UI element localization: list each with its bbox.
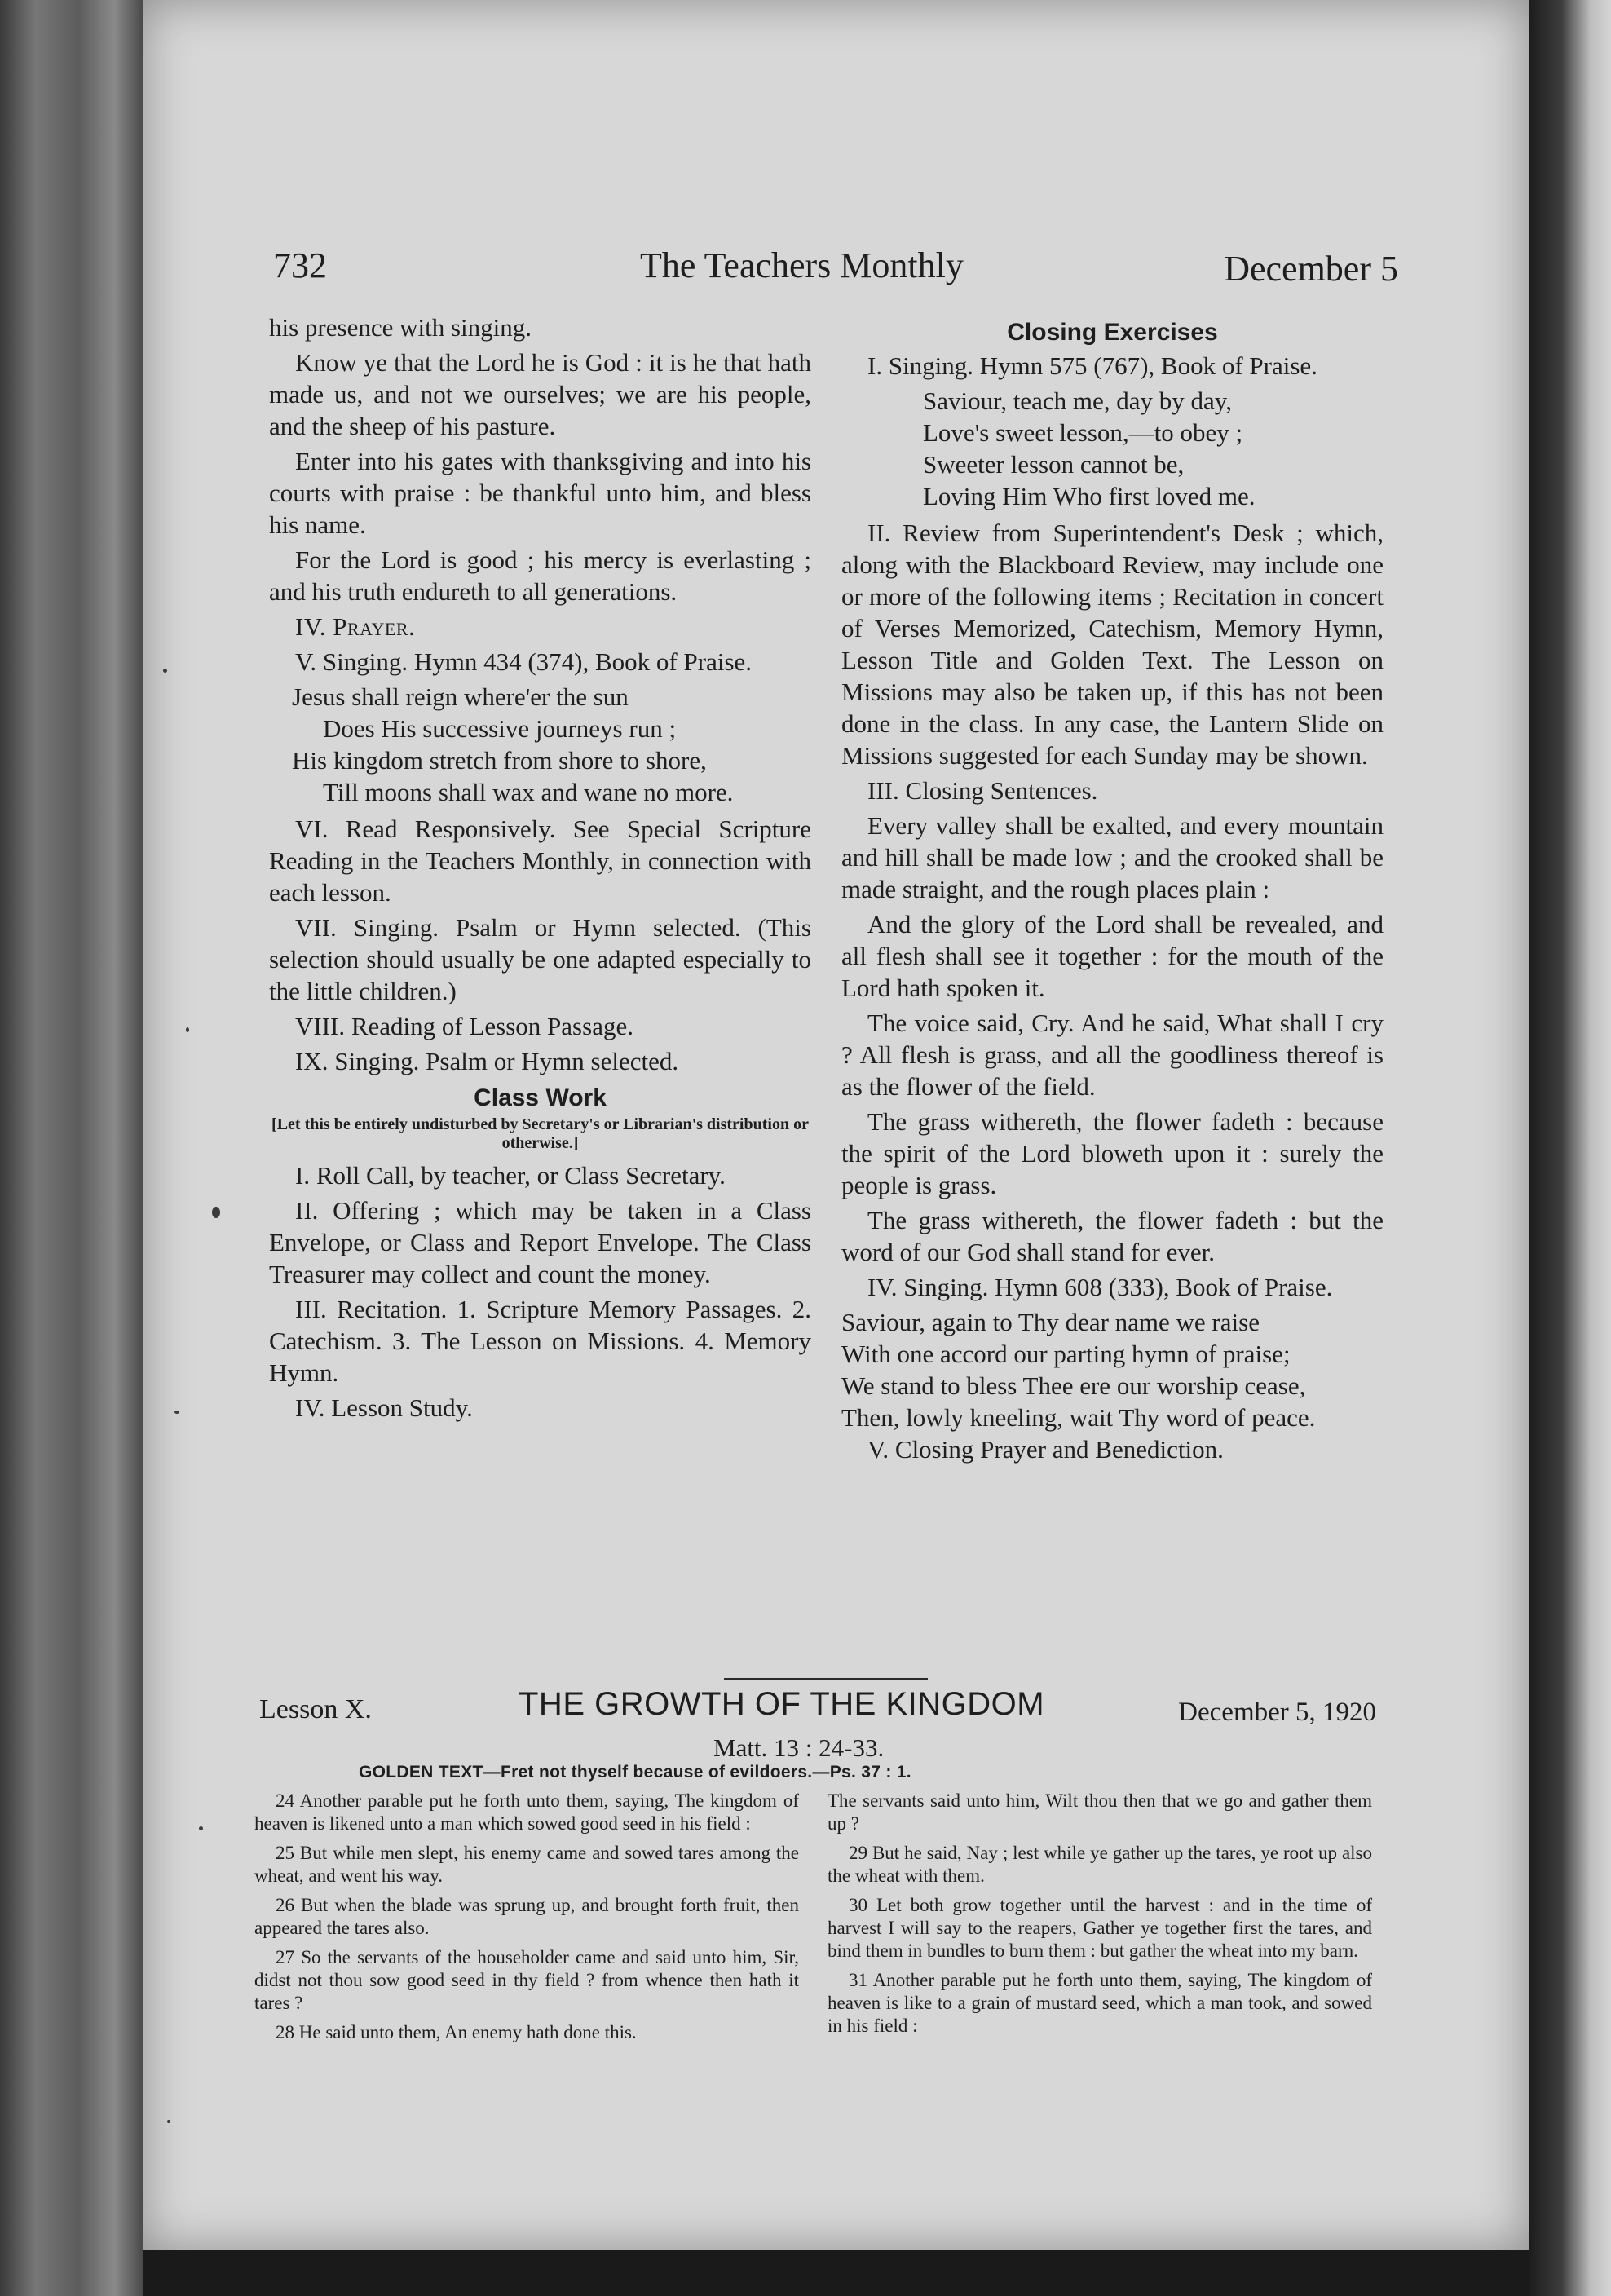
scripture-verse: 24 Another parable put he forth unto them, saying, The kingdom of heaven is likened unto a man which sowed good seed in his field : xyxy=(254,1790,799,1834)
order-item: VII. Singing. Psalm or Hymn selected. (This selection should usually be one adapted especially to the little children.) xyxy=(269,913,811,1005)
scripture-verse: 29 But he said, Nay ; lest while ye gather up the tares, ye root up also the wheat with them. xyxy=(828,1843,1372,1886)
order-item: II. Review from Superintendent's Desk ; which, along with the Blackboard Review, may include one or more of the following items ; Recitation in concert of Verses Memorized, Catechism, Memory Hymn, Lesson Title and Golden Text. The Lesson on Missions may also be taken up, if this has not been done in the class. In any case, the Lantern Slide on Missions suggested for each Sunday may be shown. xyxy=(841,519,1384,770)
scripture-verse: 26 But when the blade was sprung up, and brought forth fruit, then appeared the tares also. xyxy=(254,1895,799,1938)
order-item: IV. Singing. Hymn 608 (333), Book of Praise. xyxy=(867,1273,1333,1301)
hymn-line: Jesus shall reign where'er the sun xyxy=(292,682,629,711)
order-item: I. Roll Call, by teacher, or Class Secretary. xyxy=(295,1161,726,1190)
golden-text: GOLDEN TEXT—Fret not thyself because of evildoers.—Ps. 37 : 1. xyxy=(359,1763,911,1782)
scripture-verse: 27 So the servants of the householder came and said unto him, Sir, didst not thou sow good seed in thy field ? from whence then hath it tares ? xyxy=(254,1947,799,2013)
section-divider xyxy=(724,1678,928,1680)
hymn-line: Till moons shall wax and wane no more. xyxy=(323,778,734,806)
paragraph: his presence with singing. xyxy=(269,313,532,342)
scripture-sentence: The grass withereth, the flower fadeth : because the spirit of the Lord bloweth upon it : surely the people is grass. xyxy=(841,1107,1384,1199)
class-work-heading: Class Work xyxy=(474,1084,607,1111)
page-header xyxy=(273,245,1398,302)
hymn-line: Loving Him Who first loved me. xyxy=(923,482,1256,510)
adjacent-page-edge xyxy=(1529,0,1611,2296)
hymn-line: Love's sweet lesson,—to obey ; xyxy=(923,418,1243,447)
header-date: December 5 xyxy=(1224,249,1398,289)
scripture-sentence: The grass withereth, the flower fadeth : but the word of our God shall stand for ever. xyxy=(841,1206,1384,1266)
order-item: IV. Prayer. xyxy=(295,612,416,641)
paragraph: For the Lord is good ; his mercy is everlasting ; and his truth endureth to all generations. xyxy=(269,545,811,606)
left-column xyxy=(269,311,811,1427)
scripture-left-column xyxy=(254,1790,799,2051)
class-work-note: [Let this be entirely undisturbed by Secretary's or Librarian's distribution or otherwise.] xyxy=(271,1115,809,1152)
order-item: VI. Read Responsively. See Special Scripture Reading in the Teachers Monthly, in connection with each lesson. xyxy=(269,815,811,907)
page-number: 732 xyxy=(273,245,327,285)
scripture-right-column xyxy=(828,1790,1372,2044)
lesson-title-row xyxy=(259,1686,1376,1735)
scripture-verse: 31 Another parable put he forth unto them, saying, The kingdom of heaven is like to a grain of mustard seed, which a man took, and sowed in his field : xyxy=(828,1970,1372,2036)
hymn-line: With one accord our parting hymn of praise; xyxy=(841,1340,1291,1368)
order-item: IX. Singing. Psalm or Hymn selected. xyxy=(295,1047,679,1075)
hymn-line: Saviour, teach me, day by day, xyxy=(923,386,1232,415)
scripture-verse: 30 Let both grow together until the harvest : and in the time of harvest I will say to the reapers, Gather ye together first the tares, and bind them in bundles to burn them : but gather the wheat into my barn. xyxy=(828,1895,1372,1961)
order-item: II. Offering ; which may be taken in a Class Envelope, or Class and Report Envelope. The Class Treasurer may collect and count the money. xyxy=(269,1196,811,1288)
scripture-sentence: The voice said, Cry. And he said, What shall I cry ? All flesh is grass, and all the goodliness thereof is as the flower of the field. xyxy=(841,1009,1384,1101)
scripture-reference: Matt. 13 : 24-33. xyxy=(713,1733,885,1762)
hymn-line: Sweeter lesson cannot be, xyxy=(923,450,1185,479)
hymn-line: Does His successive journeys run ; xyxy=(323,714,677,743)
order-item: V. Closing Prayer and Benediction. xyxy=(867,1435,1224,1464)
scripture-sentence: And the glory of the Lord shall be revealed, and all flesh shall see it together : for the mouth of the Lord hath spoken it. xyxy=(841,910,1384,1002)
hymn-line: Saviour, again to Thy dear name we raise xyxy=(841,1308,1260,1336)
paragraph: Enter into his gates with thanksgiving and into his courts with praise : be thankful unto him, and bless his name. xyxy=(269,447,811,539)
closing-exercises-heading: Closing Exercises xyxy=(1007,319,1218,346)
scripture-sentence: Every valley shall be exalted, and every mountain and hill shall be made low ; and the crooked shall be made straight, and the rough places plain : xyxy=(841,811,1384,903)
order-item: I. Singing. Hymn 575 (767), Book of Praise. xyxy=(867,351,1317,380)
order-item: IV. Lesson Study. xyxy=(295,1393,473,1422)
order-item: III. Recitation. 1. Scripture Memory Passages. 2. Catechism. 3. The Lesson on Missions. 4. Memory Hymn. xyxy=(269,1295,811,1387)
lesson-title: THE GROWTH OF THE KINGDOM xyxy=(519,1686,1045,1722)
book-binding-edge xyxy=(0,0,143,2296)
order-item: VIII. Reading of Lesson Passage. xyxy=(295,1012,633,1040)
hymn-line: We stand to bless Thee ere our worship cease, xyxy=(841,1371,1306,1400)
scripture-verse: The servants said unto him, Wilt thou then that we go and gather them up ? xyxy=(828,1790,1372,1834)
running-title: The Teachers Monthly xyxy=(640,245,964,285)
order-item: III. Closing Sentences. xyxy=(867,776,1098,805)
paragraph: Know ye that the Lord he is God : it is he that hath made us, and not we ourselves; we are his people, and the sheep of his pasture. xyxy=(269,348,811,440)
hymn-line: Then, lowly kneeling, wait Thy word of peace. xyxy=(841,1403,1316,1432)
lesson-date: December 5, 1920 xyxy=(1178,1698,1376,1727)
right-column xyxy=(841,311,1384,1468)
lesson-number: Lesson X. xyxy=(259,1694,372,1724)
hymn-line: His kingdom stretch from shore to shore, xyxy=(292,746,707,775)
scan-background xyxy=(143,2250,1529,2296)
scripture-verse: 25 But while men slept, his enemy came and sowed tares among the wheat, and went his way. xyxy=(254,1843,799,1886)
scripture-verse: 28 He said unto them, An enemy hath done this. xyxy=(276,2022,637,2042)
order-item: V. Singing. Hymn 434 (374), Book of Praise. xyxy=(295,647,753,676)
